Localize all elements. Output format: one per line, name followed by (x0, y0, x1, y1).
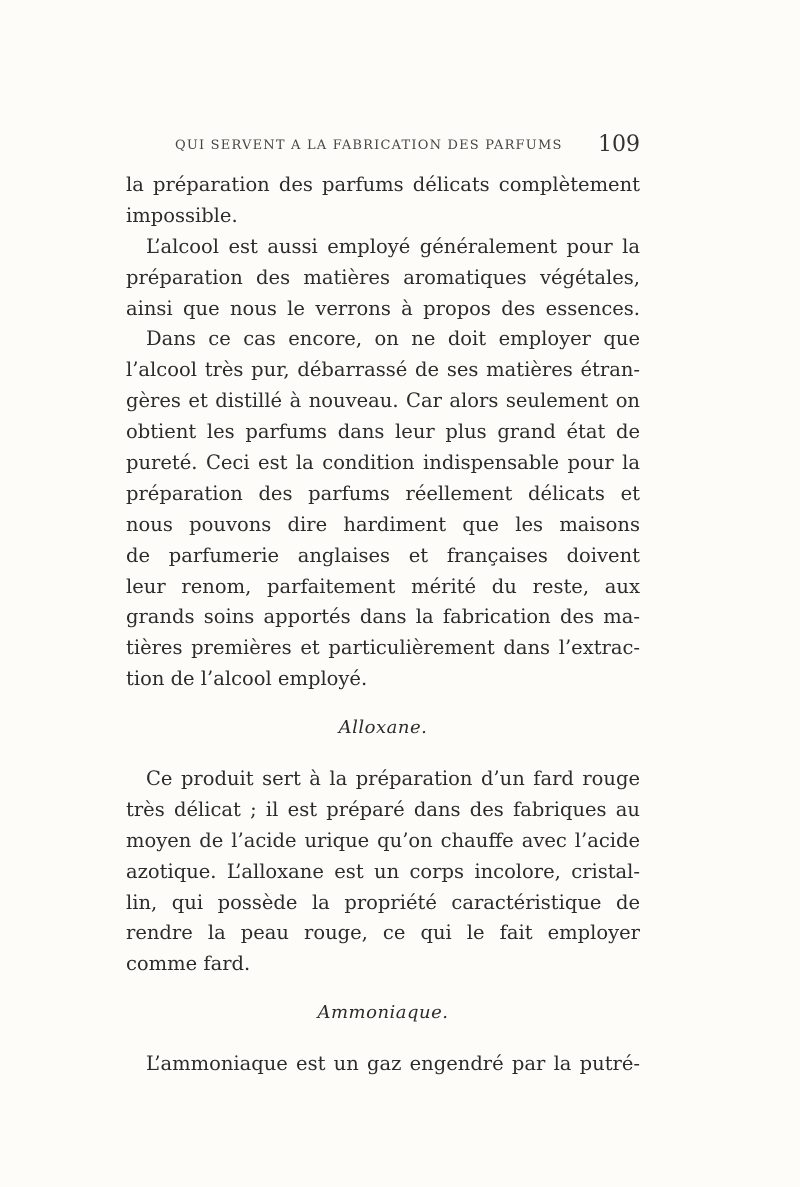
text-line: tion de l’alcool employé. (126, 667, 368, 691)
paragraph-2 (126, 232, 640, 325)
spacer (126, 980, 640, 998)
text-line: impossible. (126, 203, 238, 227)
text-line: nous pouvons dire hardiment que les maisons (126, 512, 640, 536)
text-line: obtient les parfums dans leur plus grand état de (126, 420, 640, 444)
text-line: comme fard. (126, 952, 251, 976)
text-line: très délicat ; il est préparé dans des fabriques au (126, 797, 640, 821)
text-line: de parfumerie anglaises et françaises doivent (126, 543, 640, 567)
text-line: tières premières et particulièrement dans l’extrac- (126, 636, 640, 660)
text-line: pureté. Ceci est la condition indispensable pour la (126, 451, 640, 475)
paragraph-ammoniaque (126, 1049, 640, 1080)
text-line: azotique. L’alloxane est un corps incolore, cristal- (126, 859, 640, 883)
text-line: lin, qui possède la propriété caractéristique de (126, 890, 640, 914)
text-line: moyen de l’acide urique qu’on chauffe avec l’acide (126, 828, 640, 852)
section-heading-alloxane: Alloxane. (338, 717, 428, 739)
body-text (126, 170, 640, 1080)
text-line: rendre la peau rouge, ce qui le fait employer (126, 921, 640, 945)
paragraph-3 (126, 324, 640, 695)
text-line: la préparation des parfums délicats complètement (126, 173, 640, 196)
section-heading-ammoniaque: Ammoniaque. (317, 1002, 449, 1024)
spacer (126, 1029, 640, 1049)
text-line: ainsi que nous le verrons à propos des essences. (126, 296, 640, 320)
running-head (175, 132, 640, 162)
text-line: L’alcool est aussi employé généralement pour la (146, 234, 640, 258)
text-line: gères et distillé à nouveau. Car alors seulement on (126, 389, 640, 413)
paragraph-alloxane (126, 764, 640, 980)
text-line: l’alcool très pur, débarrassé de ses matières étran- (126, 358, 640, 382)
page-number: 109 (598, 132, 640, 157)
text-line: Ce produit sert à la préparation d’un fard rouge (146, 767, 640, 791)
text-line: leur renom, parfaitement mérité du reste, aux (126, 574, 640, 598)
text-line: L’ammoniaque est un gaz engendré par la putré- (146, 1052, 640, 1076)
text-line: Dans ce cas encore, on ne doit employer que (146, 327, 640, 351)
text-line: grands soins apportés dans la fabrication des ma- (126, 605, 640, 629)
text-line: préparation des matières aromatiques végétales, (126, 265, 640, 289)
paragraph-1 (126, 170, 640, 232)
spacer (126, 744, 640, 764)
text-line: préparation des parfums réellement délicats et (126, 481, 640, 505)
running-title: QUI SERVENT A LA FABRICATION DES PARFUMS (175, 138, 563, 153)
spacer (126, 695, 640, 713)
